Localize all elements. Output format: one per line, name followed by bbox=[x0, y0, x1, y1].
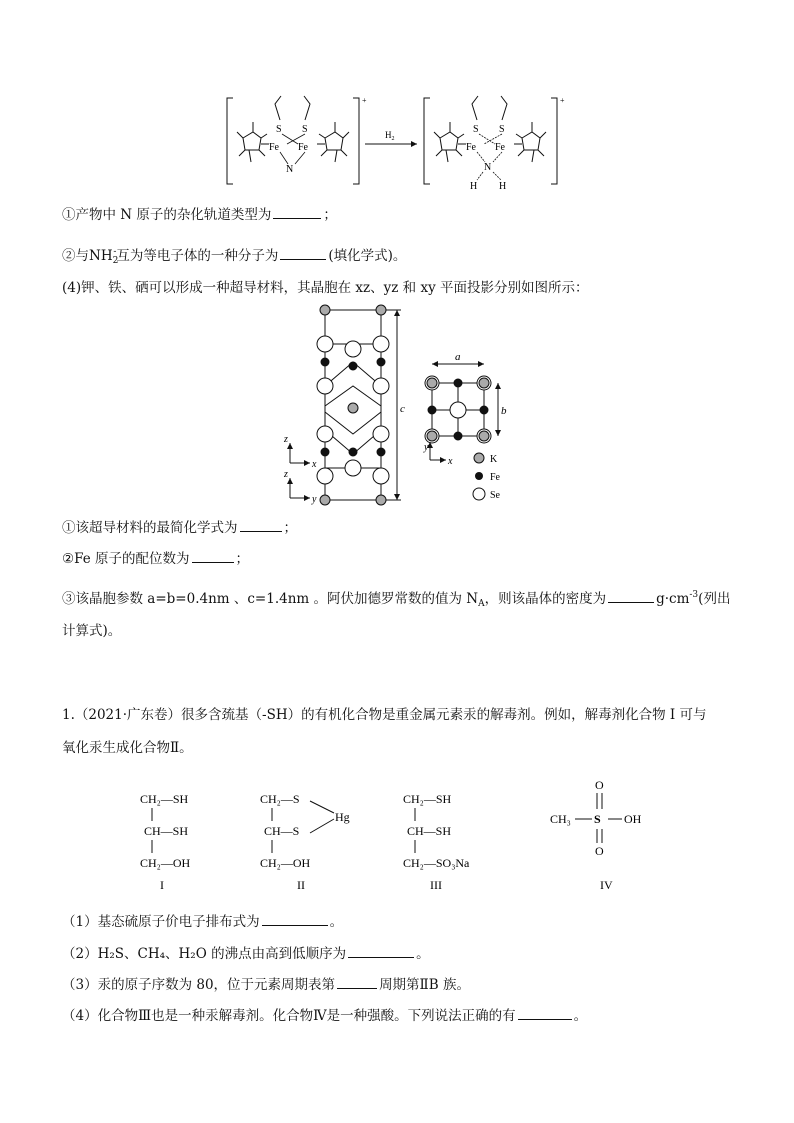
problem1-q3-text: （3）汞的原子序数为 80，位于元素周期表第 bbox=[62, 977, 336, 993]
part3-q2-ion-sup: - bbox=[113, 247, 117, 257]
left-fe1: Fe bbox=[269, 142, 279, 153]
compound-ii-row1: CH₂—S bbox=[260, 792, 300, 806]
compound-ii-label: II bbox=[297, 878, 305, 892]
part4-q3-sub: A bbox=[478, 599, 485, 609]
charge-left: + bbox=[362, 96, 367, 105]
axis-y3: y bbox=[424, 442, 429, 453]
compound-ii-metal: Hg bbox=[335, 810, 350, 824]
part3-q2-mid: 互为等电子体的一种分子为 bbox=[116, 248, 279, 264]
right-s2: S bbox=[499, 124, 505, 135]
part4-intro: (4)钾、铁、硒可以形成一种超导材料，其晶胞在 xz、yz 和 xy 平面投影分别如图所示： bbox=[62, 280, 589, 296]
problem1-q3 bbox=[62, 976, 470, 994]
label-b: b bbox=[501, 405, 507, 417]
part3-q2-ion: NH bbox=[89, 248, 113, 264]
part4-q1-text: ①该超导材料的最简化学式为 bbox=[62, 520, 238, 536]
right-s1: S bbox=[473, 124, 479, 135]
problem1-q1 bbox=[62, 913, 343, 931]
legend-se: Se bbox=[490, 490, 500, 501]
part3-q2 bbox=[62, 243, 406, 270]
part4-q2 bbox=[62, 550, 249, 568]
problem1-q2 bbox=[62, 945, 430, 963]
axis-z1: z bbox=[284, 434, 288, 445]
answer-blank[interactable] bbox=[608, 590, 654, 603]
part3-q1 bbox=[62, 206, 337, 224]
compound-i-row2: CH—SH bbox=[144, 824, 189, 838]
compound-iv-bottom: O bbox=[595, 844, 604, 858]
right-fe1: Fe bbox=[466, 142, 476, 153]
compound-i-row3: CH₂—OH bbox=[140, 856, 191, 870]
part3-q1-end: ； bbox=[323, 207, 337, 223]
part4-q1 bbox=[62, 519, 297, 537]
part4-q2-text: ②Fe 原子的配位数为 bbox=[62, 551, 190, 567]
problem1-q4-end: 。 bbox=[573, 1008, 588, 1024]
compound-iii-row1: CH₂—SH bbox=[403, 792, 452, 806]
part4-q2-end: ； bbox=[235, 551, 250, 567]
axis-z2: z bbox=[284, 469, 288, 480]
answer-blank[interactable] bbox=[192, 550, 234, 563]
right-n: N bbox=[484, 162, 492, 173]
compound-ii-row3: CH₂—OH bbox=[260, 856, 311, 870]
compound-iv-top: O bbox=[595, 778, 604, 792]
legend-k: K bbox=[490, 454, 498, 465]
left-n: N bbox=[286, 164, 294, 175]
axis-y2: y bbox=[312, 494, 317, 505]
problem1-q3-end: 周期第ⅡB 族。 bbox=[379, 977, 470, 993]
compound-iv-label: IV bbox=[600, 878, 613, 892]
part4-q3-unit: g·cm bbox=[656, 591, 690, 607]
compound-iii-row3: CH₂—SO₃Na bbox=[403, 856, 470, 870]
axis-x1: x bbox=[312, 459, 317, 470]
answer-blank[interactable] bbox=[273, 206, 321, 219]
compound-iv-right: OH bbox=[624, 812, 642, 826]
compound-i-label: I bbox=[160, 878, 164, 892]
answer-blank[interactable] bbox=[348, 945, 414, 958]
part4-q3 bbox=[62, 586, 730, 613]
answer-blank[interactable] bbox=[280, 247, 326, 260]
problem1-q2-text: （2）H₂S、CH₄、H₂O 的沸点由高到低顺序为 bbox=[62, 946, 347, 962]
answer-blank[interactable] bbox=[262, 913, 328, 926]
left-s2: S bbox=[302, 124, 308, 135]
legend-fe: Fe bbox=[490, 472, 500, 483]
axis-x3: x bbox=[448, 456, 453, 467]
problem1-q4-text: （4）化合物Ⅲ也是一种汞解毒剂。化合物Ⅳ是一种强酸。下列说法正确的有 bbox=[62, 1008, 516, 1024]
part4-q1-end: ； bbox=[283, 520, 297, 536]
reagent-h2: $H_2$ bbox=[385, 130, 395, 142]
crystal-projection-figure bbox=[280, 300, 520, 510]
part3-q1-text: ①产物中 N 原子的杂化轨道类型为 bbox=[62, 207, 272, 223]
answer-blank[interactable] bbox=[240, 519, 282, 532]
reaction-scheme bbox=[225, 92, 575, 192]
compounds-figure bbox=[130, 775, 660, 900]
compound-iii-label: III bbox=[430, 878, 442, 892]
problem1-line1: 1.（2021·广东卷）很多含巯基（-SH）的有机化合物是重金属元素汞的解毒剂。例如，解毒剂化合物 I 可与 bbox=[62, 707, 707, 723]
label-c: c bbox=[400, 403, 405, 415]
left-fe2: Fe bbox=[298, 142, 308, 153]
problem1-q1-text: （1）基态硫原子价电子排布式为 bbox=[62, 914, 260, 930]
part4-q3-end: (列出 bbox=[698, 591, 731, 607]
left-s1: S bbox=[276, 124, 282, 135]
part4-q3-unit-sup: -3 bbox=[689, 590, 699, 600]
right-h2: H bbox=[499, 181, 507, 192]
compound-i-row1: CH₂—SH bbox=[140, 792, 189, 806]
compound-ii-row2: CH—S bbox=[264, 824, 300, 838]
answer-blank[interactable] bbox=[518, 1007, 572, 1020]
problem1-q2-end: 。 bbox=[416, 946, 430, 962]
problem1-line2: 氧化汞生成化合物Ⅱ。 bbox=[62, 740, 193, 756]
charge-right: + bbox=[560, 96, 565, 105]
problem1-q4 bbox=[62, 1007, 587, 1025]
right-h1: H bbox=[470, 181, 478, 192]
answer-blank[interactable] bbox=[337, 976, 377, 989]
right-fe2: Fe bbox=[495, 142, 505, 153]
part4-q3-mid: ，则该晶体的密度为 bbox=[484, 591, 607, 607]
problem1-q1-end: 。 bbox=[329, 914, 344, 930]
part4-q3-pre: ③该晶胞参数 a=b=0.4nm 、c=1.4nm 。阿伏加德罗常数的值为 N bbox=[62, 591, 479, 607]
compound-iv-left: CH₃ bbox=[550, 812, 571, 826]
part3-q2-pre: ②与 bbox=[62, 248, 89, 264]
part4-q3-line2: 计算式)。 bbox=[62, 623, 122, 639]
compound-iii-row2: CH—SH bbox=[407, 824, 452, 838]
part3-q2-end: (填化学式)。 bbox=[328, 248, 407, 264]
compound-iv-center: S bbox=[594, 812, 601, 826]
part3-q2-ion-sub: 2 bbox=[112, 256, 119, 266]
label-a: a bbox=[455, 351, 461, 363]
